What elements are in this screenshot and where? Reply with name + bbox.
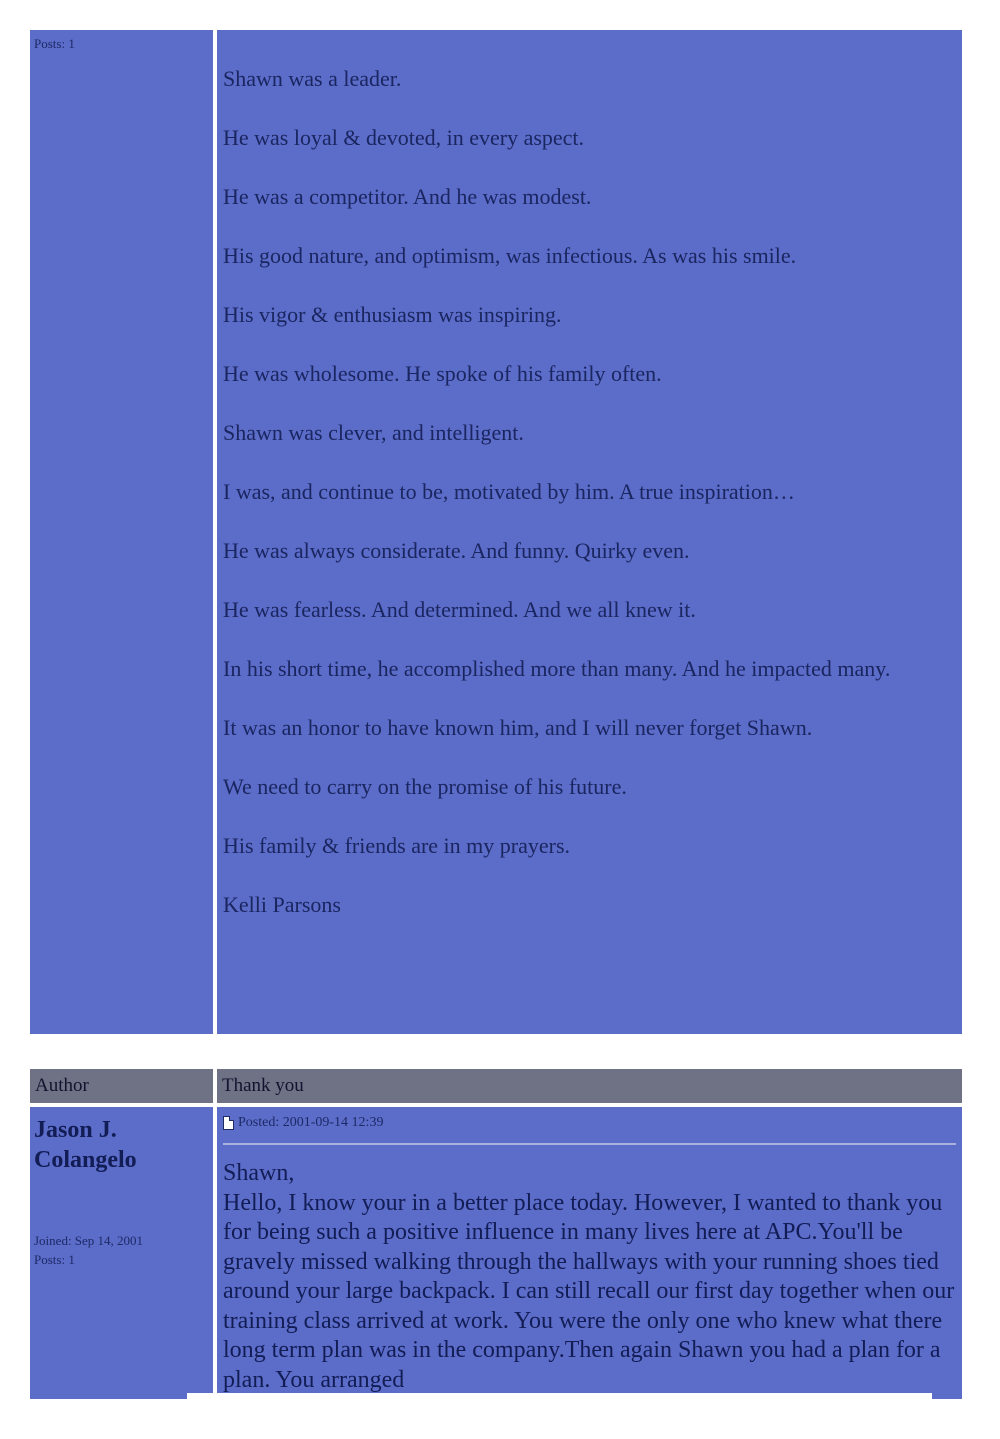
author-meta [34,1231,143,1269]
message-line: His family & friends are in my prayers. [223,833,571,858]
message-line: He was a competitor. And he was modest. [223,184,592,209]
message-signature: Kelli Parsons [223,892,341,917]
author-post-count: Posts: 1 [34,1252,75,1267]
message-line: He was loyal & devoted, in every aspect. [223,125,585,150]
message-line: His vigor & enthusiasm was inspiring. [223,302,562,327]
message-line: I was, and continue to be, motivated by him. A true inspiration… [223,479,795,504]
message-body [223,1159,958,1395]
message-line: We need to carry on the promise of his future. [223,774,627,799]
message-paragraph: Hello, I know your in a better place today. However, I wanted to thank you for being such a positive influence in many lives here at APC.You'll be gravely missed walking through the hallways with your running shoes tied around your large backpack. I can still recall our first day together when our training class arrived at work. You were the only one who knew what there long term plan was in the company.Then again Shawn you had a plan for a plan. You arranged [223,1189,955,1393]
message-column [217,30,962,1034]
message-column [217,1107,962,1399]
subject-header-label: Thank you [222,1075,304,1096]
message-line: Shawn was clever, and intelligent. [223,420,524,445]
message-greeting: Shawn, [223,1160,295,1186]
author-name[interactable]: Jason J. Colangelo [34,1117,137,1173]
author-header-label: Author [35,1075,89,1096]
message-line: He was always considerate. And funny. Quirky even. [223,538,690,563]
subject-header [217,1069,962,1103]
author-post-count: Posts: 1 [34,36,75,51]
message-body [223,64,948,949]
author-column [30,1107,213,1399]
message-line: In his short time, he accomplished more than many. And he impacted many. [223,656,891,681]
message-line: He was fearless. And determined. And we all knew it. [223,597,696,622]
post-timestamp [223,1115,383,1131]
message-line: His good nature, and optimism, was infectious. As was his smile. [223,243,797,268]
message-line: Shawn was a leader. [223,66,402,91]
author-joined: Joined: Sep 14, 2001 [34,1233,144,1248]
document-icon [223,1116,234,1130]
divider [223,1143,956,1145]
post-kelli-parsons [30,30,962,1034]
posted-text: Posted: 2001-09-14 12:39 [238,1115,384,1130]
author-header [30,1069,213,1103]
message-line: He was wholesome. He spoke of his family often. [223,361,662,386]
cutoff-strip [187,1393,932,1399]
author-column [30,30,213,1034]
post-jason-colangelo [30,1069,962,1399]
message-line: It was an honor to have known him, and I will never forget Shawn. [223,715,813,740]
